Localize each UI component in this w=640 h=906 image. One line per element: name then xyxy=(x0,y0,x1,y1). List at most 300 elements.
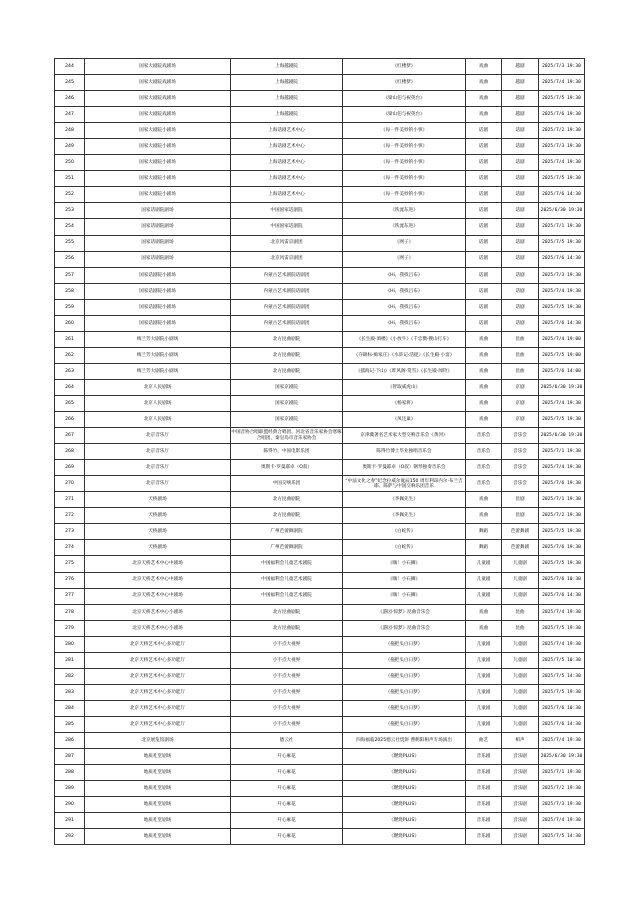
troupe-cell: 北方昆曲剧院 xyxy=(231,331,343,347)
table-row xyxy=(55,315,585,331)
category-cell: 儿童剧 xyxy=(466,556,502,572)
table-row xyxy=(55,139,585,155)
category-cell: 儿童剧 xyxy=(466,716,502,732)
time-cell: 2025/6/30 19:30 xyxy=(539,749,585,765)
time-cell: 2025/7/6 14:00 xyxy=(539,363,585,379)
venue-cell: 北京天桥艺术中心小剧场 xyxy=(85,604,231,620)
category-cell: 舞蹈 xyxy=(466,524,502,540)
table-row xyxy=(55,251,585,267)
time-cell: 2025/6/30 19:30 xyxy=(539,203,585,219)
program-cell: 《嗨！小石狮》 xyxy=(343,588,466,604)
genre-cell: 音乐会 xyxy=(502,444,539,460)
row-number-cell: 253 xyxy=(55,203,85,219)
row-number-cell: 258 xyxy=(55,283,85,299)
time-cell: 2025/7/5 19:30 xyxy=(539,91,585,107)
program-cell: 《杨家将》 xyxy=(343,395,466,411)
table-row xyxy=(55,75,585,91)
row-number-cell: 266 xyxy=(55,412,85,428)
venue-cell: 国家话剧院小剧场 xyxy=(85,283,231,299)
row-number-cell: 244 xyxy=(55,59,85,75)
troupe-cell: 内蒙古艺术剧院话剧团 xyxy=(231,315,343,331)
category-cell: 话剧 xyxy=(466,171,502,187)
table-row xyxy=(55,219,585,235)
row-number-cell: 277 xyxy=(55,588,85,604)
program-cell: 《网子》 xyxy=(343,251,466,267)
troupe-cell: 广州芭蕾舞剧院 xyxy=(231,524,343,540)
table-row xyxy=(55,732,585,748)
time-cell: 2025/7/5 19:30 xyxy=(539,299,585,315)
program-cell: 《网子》 xyxy=(343,235,466,251)
table-row xyxy=(55,444,585,460)
genre-cell: 音乐剧 xyxy=(502,797,539,813)
genre-cell: 话剧 xyxy=(502,283,539,299)
time-cell: 2025/7/1 19:30 xyxy=(539,219,585,235)
row-number-cell: 255 xyxy=(55,235,85,251)
troupe-cell: 小不点大视界 xyxy=(231,700,343,716)
venue-cell: 国家大剧院小剧场 xyxy=(85,171,231,187)
time-cell: 2025/7/5 19:00 xyxy=(539,347,585,363)
genre-cell: 京剧 xyxy=(502,412,539,428)
row-number-cell: 246 xyxy=(55,91,85,107)
program-cell: 《Hi，我找吕布》 xyxy=(343,315,466,331)
genre-cell: 芭蕾舞剧 xyxy=(502,524,539,540)
program-cell: 《嗨！小石狮》 xyxy=(343,572,466,588)
troupe-cell: 上海越剧院 xyxy=(231,91,343,107)
time-cell: 2025/7/6 10:30 xyxy=(539,700,585,716)
table-row xyxy=(55,572,585,588)
venue-cell: 北京天桥艺术中心中剧场 xyxy=(85,572,231,588)
troupe-cell: 内蒙古艺术剧院话剧团 xyxy=(231,283,343,299)
program-cell: 奥斯卡·罗曼耶卓（O叔）钢琴独奏音乐会 xyxy=(343,460,466,476)
program-cell: 《每一件美妙的小事》 xyxy=(343,155,466,171)
troupe-cell: 上海话剧艺术中心 xyxy=(231,139,343,155)
venue-cell: 国家大剧院戏剧场 xyxy=(85,107,231,123)
venue-cell: 北京天桥艺术中心多功能厅 xyxy=(85,668,231,684)
venue-cell: 地质礼堂剧场 xyxy=(85,813,231,829)
venue-cell: 北京天桥艺术中心多功能厅 xyxy=(85,684,231,700)
program-cell: 《游园·惊梦》昆曲音乐会 xyxy=(343,620,466,636)
category-cell: 话剧 xyxy=(466,187,502,203)
category-cell: 儿童剧 xyxy=(466,684,502,700)
troupe-cell: 陈得竹、中国电影乐团 xyxy=(231,444,343,460)
troupe-cell: 中国福利会儿童艺术剧院 xyxy=(231,588,343,604)
time-cell: 2025/7/3 19:30 xyxy=(539,59,585,75)
category-cell: 音乐剧 xyxy=(466,813,502,829)
genre-cell: 昆曲 xyxy=(502,347,539,363)
row-number-cell: 256 xyxy=(55,251,85,267)
table-row xyxy=(55,684,585,700)
genre-cell: 话剧 xyxy=(502,139,539,155)
program-cell: 《拖把头白日梦》 xyxy=(343,652,466,668)
row-number-cell: 287 xyxy=(55,749,85,765)
troupe-cell: 德云社 xyxy=(231,732,343,748)
venue-cell: 地质礼堂剧场 xyxy=(85,765,231,781)
table-row xyxy=(55,749,585,765)
time-cell: 2025/7/4 19:30 xyxy=(539,75,585,91)
program-cell: 《李佩先生》 xyxy=(343,508,466,524)
row-number-cell: 288 xyxy=(55,765,85,781)
performance-schedule-table xyxy=(54,58,585,845)
time-cell: 2025/7/4 19:30 xyxy=(539,460,585,476)
program-cell: 陈得竹博士毕业独唱音乐会 xyxy=(343,444,466,460)
time-cell: 2025/7/6 14:30 xyxy=(539,187,585,203)
troupe-cell: 内蒙古艺术剧院话剧团 xyxy=(231,299,343,315)
venue-cell: 北京天桥艺术中心多功能厅 xyxy=(85,636,231,652)
category-cell: 戏曲 xyxy=(466,107,502,123)
troupe-cell: 小不点大视界 xyxy=(231,668,343,684)
category-cell: 话剧 xyxy=(466,155,502,171)
troupe-cell: 北方昆曲剧院 xyxy=(231,492,343,508)
genre-cell: 京剧 xyxy=(502,395,539,411)
table-row xyxy=(55,829,585,845)
table-row xyxy=(55,620,585,636)
table-row xyxy=(55,524,585,540)
category-cell: 话剧 xyxy=(466,315,502,331)
program-cell: 《拖把头白日梦》 xyxy=(343,716,466,732)
venue-cell: 国家话剧院小剧场 xyxy=(85,299,231,315)
table-row xyxy=(55,363,585,379)
genre-cell: 儿童剧 xyxy=(502,572,539,588)
genre-cell: 昆曲 xyxy=(502,363,539,379)
row-number-cell: 248 xyxy=(55,123,85,139)
program-cell: 《每一件美妙的小事》 xyxy=(343,123,466,139)
time-cell: 2025/7/4 19:30 xyxy=(539,604,585,620)
genre-cell: 儿童剧 xyxy=(502,588,539,604)
genre-cell: 越剧 xyxy=(502,107,539,123)
venue-cell: 梅兰芳大剧院小剧场 xyxy=(85,363,231,379)
genre-cell: 话剧 xyxy=(502,155,539,171)
venue-cell: 地质礼堂剧场 xyxy=(85,781,231,797)
category-cell: 音乐会 xyxy=(466,428,502,444)
genre-cell: 音乐会 xyxy=(502,476,539,492)
time-cell: 2025/7/4 19:00 xyxy=(539,331,585,347)
venue-cell: 地质礼堂剧场 xyxy=(85,797,231,813)
genre-cell: 京剧 xyxy=(502,379,539,395)
venue-cell: 地质礼堂剧场 xyxy=(85,829,231,845)
venue-cell: 国家大剧院戏剧场 xyxy=(85,75,231,91)
category-cell: 音乐剧 xyxy=(466,749,502,765)
troupe-cell: 小不点大视界 xyxy=(231,684,343,700)
row-number-cell: 260 xyxy=(55,315,85,331)
troupe-cell: 上海越剧院 xyxy=(231,75,343,91)
program-cell: 京津冀著名艺术家大型交响音乐会《黄河》 xyxy=(343,428,466,444)
row-number-cell: 285 xyxy=(55,716,85,732)
category-cell: 戏曲 xyxy=(466,331,502,347)
program-cell: 《擂海记·下山》《昨风阁·赏雪》《长生殿·闻铃》 xyxy=(343,363,466,379)
troupe-cell: 内蒙古艺术剧院话剧团 xyxy=(231,267,343,283)
genre-cell: 音乐会 xyxy=(502,428,539,444)
troupe-cell: 奥斯卡·罗曼耶卓（O叔） xyxy=(231,460,343,476)
time-cell: 2025/7/3 19:30 xyxy=(539,139,585,155)
table-row xyxy=(55,636,585,652)
table-row xyxy=(55,540,585,556)
table-row xyxy=(55,813,585,829)
genre-cell: 相声 xyxy=(502,732,539,748)
venue-cell: 梅兰芳大剧院小剧场 xyxy=(85,347,231,363)
time-cell: 2025/7/5 10:30 xyxy=(539,652,585,668)
category-cell: 戏曲 xyxy=(466,75,502,91)
category-cell: 戏曲 xyxy=(466,620,502,636)
venue-cell: 北京展览馆剧场 xyxy=(85,732,231,748)
row-number-cell: 262 xyxy=(55,347,85,363)
row-number-cell: 286 xyxy=(55,732,85,748)
program-cell: 《燃烧PLUS》 xyxy=(343,813,466,829)
troupe-cell: 开心麻花 xyxy=(231,765,343,781)
troupe-cell: 国家京剧院 xyxy=(231,379,343,395)
genre-cell: 话剧 xyxy=(502,203,539,219)
venue-cell: 北京天桥艺术中心多功能厅 xyxy=(85,716,231,732)
venue-cell: 国家大剧院小剧场 xyxy=(85,139,231,155)
venue-cell: 北京音乐厅 xyxy=(85,476,231,492)
row-number-cell: 278 xyxy=(55,604,85,620)
time-cell: 2025/7/3 19:30 xyxy=(539,797,585,813)
program-cell: 《每一件美妙的小事》 xyxy=(343,139,466,155)
table-row xyxy=(55,716,585,732)
venue-cell: 地质礼堂剧场 xyxy=(85,749,231,765)
troupe-cell: 广州芭蕾舞剧院 xyxy=(231,540,343,556)
venue-cell: 国家话剧院小剧场 xyxy=(85,267,231,283)
genre-cell: 昆曲 xyxy=(502,604,539,620)
category-cell: 儿童剧 xyxy=(466,572,502,588)
table-row xyxy=(55,187,585,203)
row-number-cell: 273 xyxy=(55,524,85,540)
table-row xyxy=(55,428,585,444)
venue-cell: 北京天桥艺术中心中剧场 xyxy=(85,588,231,604)
time-cell: 2025/7/6 14:30 xyxy=(539,315,585,331)
category-cell: 话剧 xyxy=(466,299,502,315)
row-number-cell: 257 xyxy=(55,267,85,283)
row-number-cell: 272 xyxy=(55,508,85,524)
table-row xyxy=(55,588,585,604)
genre-cell: 儿童剧 xyxy=(502,556,539,572)
table-row xyxy=(55,508,585,524)
row-number-cell: 290 xyxy=(55,797,85,813)
venue-cell: 国家话剧院剧场 xyxy=(85,203,231,219)
category-cell: 话剧 xyxy=(466,235,502,251)
genre-cell: 音乐剧 xyxy=(502,749,539,765)
program-cell: 《梁山伯与祝英台》 xyxy=(343,107,466,123)
troupe-cell: 北方昆曲剧院 xyxy=(231,363,343,379)
venue-cell: 国家大剧院戏剧场 xyxy=(85,59,231,75)
venue-cell: 国家大剧院小剧场 xyxy=(85,187,231,203)
row-number-cell: 291 xyxy=(55,813,85,829)
table-row xyxy=(55,700,585,716)
troupe-cell: 上海话剧艺术中心 xyxy=(231,171,343,187)
table-row xyxy=(55,267,585,283)
table-row xyxy=(55,123,585,139)
genre-cell: 儿童剧 xyxy=(502,684,539,700)
genre-cell: 话剧 xyxy=(502,171,539,187)
category-cell: 戏曲 xyxy=(466,412,502,428)
table-row xyxy=(55,347,585,363)
troupe-cell: 中国福利会儿童艺术剧院 xyxy=(231,556,343,572)
time-cell: 2025/7/3 19:30 xyxy=(539,267,585,283)
venue-cell: 国家大剧院小剧场 xyxy=(85,123,231,139)
row-number-cell: 283 xyxy=(55,684,85,700)
venue-cell: 北京人民剧场 xyxy=(85,412,231,428)
troupe-cell: 小不点大视界 xyxy=(231,652,343,668)
genre-cell: 儿童剧 xyxy=(502,668,539,684)
genre-cell: 儿童剧 xyxy=(502,716,539,732)
table-row xyxy=(55,299,585,315)
category-cell: 音乐会 xyxy=(466,444,502,460)
row-number-cell: 284 xyxy=(55,700,85,716)
program-cell: 《白蛇传》 xyxy=(343,540,466,556)
troupe-cell: 中国音协合唱联盟经典合唱团、河北省音乐家协会寒啄合唱团、秦皇岛市音乐家协会 xyxy=(231,428,343,444)
troupe-cell: 北方昆曲剧院 xyxy=(231,620,343,636)
row-number-cell: 269 xyxy=(55,460,85,476)
venue-cell: 梅兰芳大剧院小剧场 xyxy=(85,331,231,347)
genre-cell: 话剧 xyxy=(502,235,539,251)
table-row xyxy=(55,492,585,508)
program-cell: 《燃烧PLUS》 xyxy=(343,797,466,813)
table-row xyxy=(55,331,585,347)
time-cell: 2025/7/4 19:30 xyxy=(539,732,585,748)
genre-cell: 话剧 xyxy=(502,123,539,139)
row-number-cell: 254 xyxy=(55,219,85,235)
program-cell: 《每一件美妙的小事》 xyxy=(343,187,466,203)
venue-cell: 北京天桥艺术中心中剧场 xyxy=(85,556,231,572)
troupe-cell: 国家京剧院 xyxy=(231,395,343,411)
time-cell: 2025/7/5 14:30 xyxy=(539,668,585,684)
genre-cell: 音乐剧 xyxy=(502,829,539,845)
troupe-cell: 北方昆曲剧院 xyxy=(231,347,343,363)
genre-cell: 昆剧 xyxy=(502,492,539,508)
genre-cell: 音乐剧 xyxy=(502,781,539,797)
program-cell: 《燃烧PLUS》 xyxy=(343,829,466,845)
row-number-cell: 249 xyxy=(55,139,85,155)
category-cell: 戏曲 xyxy=(466,395,502,411)
time-cell: 2025/7/6 14:30 xyxy=(539,251,585,267)
category-cell: 音乐会 xyxy=(466,476,502,492)
program-cell: 《李佩先生》 xyxy=(343,492,466,508)
row-number-cell: 247 xyxy=(55,107,85,123)
genre-cell: 话剧 xyxy=(502,187,539,203)
table-row xyxy=(55,460,585,476)
category-cell: 戏曲 xyxy=(466,492,502,508)
venue-cell: 国家话剧院剧场 xyxy=(85,219,231,235)
genre-cell: 昆曲 xyxy=(502,620,539,636)
time-cell: 2025/7/2 19:30 xyxy=(539,123,585,139)
troupe-cell: 开心麻花 xyxy=(231,829,343,845)
venue-cell: 天桥剧场 xyxy=(85,540,231,556)
venue-cell: 国家大剧院戏剧场 xyxy=(85,91,231,107)
program-cell: 《铁流东进》 xyxy=(343,219,466,235)
row-number-cell: 292 xyxy=(55,829,85,845)
category-cell: 曲艺 xyxy=(466,732,502,748)
category-cell: 音乐剧 xyxy=(466,797,502,813)
genre-cell: 儿童剧 xyxy=(502,700,539,716)
row-number-cell: 261 xyxy=(55,331,85,347)
category-cell: 戏曲 xyxy=(466,604,502,620)
table-row xyxy=(55,476,585,492)
time-cell: 2025/6/30 19:30 xyxy=(539,428,585,444)
program-cell: 《梁山伯与祝英台》 xyxy=(343,91,466,107)
table-row xyxy=(55,283,585,299)
category-cell: 音乐剧 xyxy=(466,829,502,845)
row-number-cell: 264 xyxy=(55,379,85,395)
row-number-cell: 276 xyxy=(55,572,85,588)
table-row xyxy=(55,604,585,620)
genre-cell: 音乐剧 xyxy=(502,813,539,829)
category-cell: 话剧 xyxy=(466,251,502,267)
venue-cell: 北京人民剧场 xyxy=(85,379,231,395)
category-cell: 戏曲 xyxy=(466,379,502,395)
program-cell: 《燃烧PLUS》 xyxy=(343,749,466,765)
troupe-cell: 开心麻花 xyxy=(231,813,343,829)
table-row xyxy=(55,781,585,797)
category-cell: 话剧 xyxy=(466,219,502,235)
genre-cell: 越剧 xyxy=(502,59,539,75)
time-cell: 2025/7/4 19:30 xyxy=(539,813,585,829)
time-cell: 2025/7/2 19:30 xyxy=(539,781,585,797)
time-cell: 2025/7/5 14:30 xyxy=(539,829,585,845)
genre-cell: 话剧 xyxy=(502,219,539,235)
venue-cell: 天桥剧场 xyxy=(85,492,231,508)
row-number-cell: 274 xyxy=(55,540,85,556)
troupe-cell: 北京风雷京剧团 xyxy=(231,251,343,267)
genre-cell: 话剧 xyxy=(502,315,539,331)
genre-cell: 儿童剧 xyxy=(502,652,539,668)
table-row xyxy=(55,379,585,395)
troupe-cell: 中国国家话剧院 xyxy=(231,203,343,219)
row-number-cell: 282 xyxy=(55,668,85,684)
category-cell: 儿童剧 xyxy=(466,588,502,604)
venue-cell: 北京天桥艺术中心多功能厅 xyxy=(85,700,231,716)
program-cell: 《凤还巢》 xyxy=(343,412,466,428)
venue-cell: 北京天桥艺术中心多功能厅 xyxy=(85,652,231,668)
troupe-cell: 上海越剧院 xyxy=(231,107,343,123)
category-cell: 儿童剧 xyxy=(466,668,502,684)
row-number-cell: 259 xyxy=(55,299,85,315)
time-cell: 2025/7/6 19:30 xyxy=(539,476,585,492)
time-cell: 2025/7/4 19:30 xyxy=(539,155,585,171)
program-cell: 《游园·惊梦》昆曲音乐会 xyxy=(343,604,466,620)
category-cell: 儿童剧 xyxy=(466,652,502,668)
category-cell: 舞蹈 xyxy=(466,540,502,556)
time-cell: 2025/7/4 19:30 xyxy=(539,395,585,411)
table-row xyxy=(55,59,585,75)
troupe-cell: 中国国家话剧院 xyxy=(231,219,343,235)
row-number-cell: 263 xyxy=(55,363,85,379)
time-cell: 2025/7/4 19:30 xyxy=(539,283,585,299)
troupe-cell: 上海越剧院 xyxy=(231,59,343,75)
venue-cell: 天桥剧场 xyxy=(85,508,231,524)
category-cell: 戏曲 xyxy=(466,59,502,75)
row-number-cell: 265 xyxy=(55,395,85,411)
time-cell: 2025/7/6 14:30 xyxy=(539,716,585,732)
time-cell: 2025/7/5 19:30 xyxy=(539,235,585,251)
genre-cell: 越剧 xyxy=(502,75,539,91)
troupe-cell: 开心麻花 xyxy=(231,781,343,797)
row-number-cell: 245 xyxy=(55,75,85,91)
program-cell: 《拖把头白日梦》 xyxy=(343,636,466,652)
category-cell: 话剧 xyxy=(466,283,502,299)
time-cell: 2025/7/4 19:30 xyxy=(539,636,585,652)
table-row xyxy=(55,652,585,668)
table-row xyxy=(55,155,585,171)
program-cell: 《红楼梦》 xyxy=(343,59,466,75)
genre-cell: 音乐会 xyxy=(502,460,539,476)
time-cell: 2025/7/5 19:30 xyxy=(539,412,585,428)
table-row xyxy=(55,91,585,107)
program-cell: 《拖把头白日梦》 xyxy=(343,700,466,716)
category-cell: 话剧 xyxy=(466,203,502,219)
genre-cell: 越剧 xyxy=(502,91,539,107)
genre-cell: 话剧 xyxy=(502,299,539,315)
program-cell: 《红楼梦》 xyxy=(343,75,466,91)
genre-cell: 昆曲 xyxy=(502,331,539,347)
